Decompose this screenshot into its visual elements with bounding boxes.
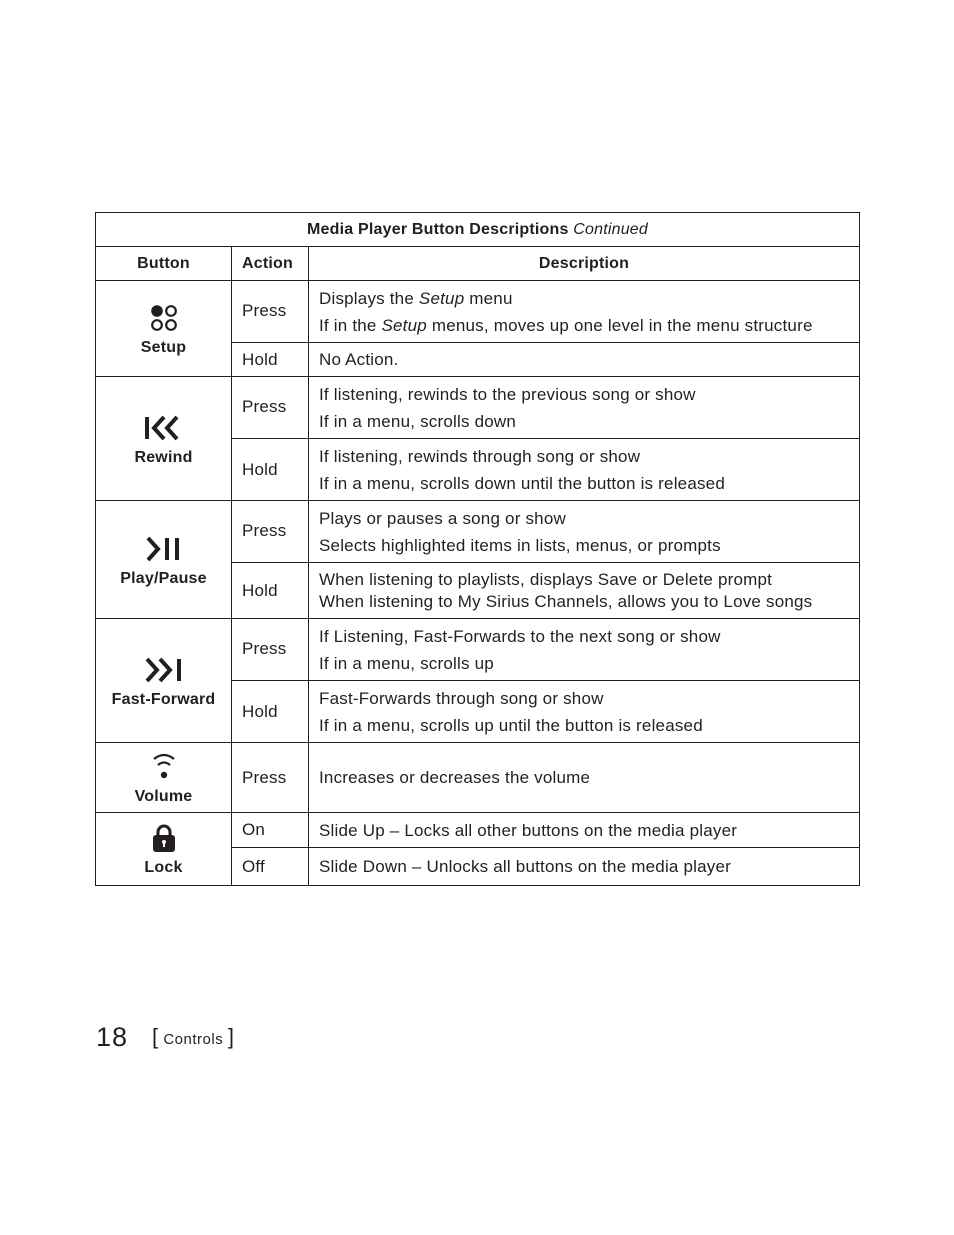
- description-rewind-hold: [309, 439, 860, 501]
- button-label-lock: Lock: [144, 859, 183, 876]
- description-line: If in a menu, scrolls down until the button is released: [319, 473, 725, 493]
- bracket-close: ]: [227, 1024, 235, 1049]
- description-rewind-press: [309, 377, 860, 439]
- play-pause-icon: [145, 536, 183, 562]
- lock-icon: [152, 823, 176, 853]
- table-row-setup-press: [96, 281, 860, 343]
- button-label-fast-forward: Fast-Forward: [111, 690, 216, 708]
- description-line: No Action.: [319, 350, 399, 369]
- description-line: If in a menu, scrolls up: [319, 653, 494, 673]
- description-line: If in a menu, scrolls down: [319, 411, 517, 431]
- button-label-play-pause: Play/Pause: [120, 569, 207, 587]
- table-caption-row: [96, 213, 860, 247]
- description-line: Plays or pauses a song or show: [319, 508, 566, 528]
- table-row-fast-forward-press: [96, 619, 860, 681]
- description-play-pause-hold: [309, 563, 860, 619]
- description-line: Fast-Forwards through song or show: [319, 688, 604, 708]
- setup-icon: [149, 303, 179, 333]
- description-line: When listening to My Sirius Channels, allows you to Love songs: [319, 591, 813, 611]
- action-volume-press: Press: [232, 743, 309, 813]
- action-play-pause-hold: Hold: [232, 563, 309, 619]
- table-row-lock-on: [96, 813, 860, 848]
- action-fast-forward-hold: Hold: [232, 681, 309, 743]
- section-name: [152, 1024, 234, 1050]
- description-line: Selects highlighted items in lists, menus, or prompts: [319, 535, 721, 555]
- description-lock-off: [309, 848, 860, 886]
- button-descriptions-table: [95, 212, 860, 886]
- button-cell-rewind: [96, 377, 232, 501]
- header-description: Description: [309, 247, 860, 281]
- header-action: Action: [232, 247, 309, 281]
- action-rewind-hold: Hold: [232, 439, 309, 501]
- description-lock-on: [309, 813, 860, 848]
- table-row-volume-press: [96, 743, 860, 813]
- description-line: If listening, rewinds through song or show: [319, 446, 641, 466]
- table-header-row: [96, 247, 860, 281]
- description-line: If Listening, Fast-Forwards to the next song or show: [319, 626, 721, 646]
- description-line: When listening to playlists, displays Save or Delete prompt: [319, 569, 773, 589]
- description-volume-press: [309, 743, 860, 813]
- table-caption-continued: Continued: [573, 220, 648, 238]
- description-fast-forward-hold: [309, 681, 860, 743]
- description-play-pause-press: [309, 501, 860, 563]
- fast-forward-icon: [144, 657, 184, 683]
- table-row-rewind-press: [96, 377, 860, 439]
- description-fast-forward-press: [309, 619, 860, 681]
- button-cell-play-pause: [96, 501, 232, 619]
- table-caption: [96, 213, 860, 247]
- action-lock-on: On: [232, 813, 309, 848]
- header-button: Button: [96, 247, 232, 281]
- table-row-play-pause-press: [96, 501, 860, 563]
- button-cell-fast-forward: [96, 619, 232, 743]
- bracket-open: [: [152, 1024, 159, 1049]
- button-cell-lock: [96, 813, 232, 886]
- page-footer: [96, 1020, 235, 1054]
- description-line: If in the Setup menus, moves up one level in the menu structure: [319, 315, 813, 335]
- description-line: If listening, rewinds to the previous song or show: [319, 384, 696, 404]
- description-line: Slide Down – Unlocks all buttons on the media player: [319, 857, 732, 876]
- action-rewind-press: Press: [232, 377, 309, 439]
- action-lock-off: Off: [232, 848, 309, 886]
- description-setup-hold: [309, 343, 860, 377]
- action-setup-press: Press: [232, 281, 309, 343]
- description-line: Slide Up – Locks all other buttons on the media player: [319, 820, 738, 840]
- action-fast-forward-press: Press: [232, 619, 309, 681]
- rewind-icon: [144, 415, 184, 441]
- description-setup-press: [309, 281, 860, 343]
- action-play-pause-press: Press: [232, 501, 309, 563]
- button-cell-volume: [96, 743, 232, 813]
- description-line: If in a menu, scrolls up until the button is released: [319, 715, 703, 735]
- button-label-volume: Volume: [134, 787, 193, 805]
- section-title: Controls: [163, 1031, 224, 1048]
- button-cell-setup: [96, 281, 232, 377]
- description-line: Displays the Setup menu: [319, 288, 513, 308]
- volume-icon: [151, 752, 177, 782]
- button-label-setup: Setup: [140, 338, 187, 356]
- button-label-rewind: Rewind: [134, 448, 193, 466]
- page-number: 18: [96, 1021, 129, 1052]
- table-caption-title: Media Player Button Descriptions: [307, 220, 569, 238]
- description-line: Increases or decreases the volume: [319, 768, 591, 787]
- action-setup-hold: Hold: [232, 343, 309, 377]
